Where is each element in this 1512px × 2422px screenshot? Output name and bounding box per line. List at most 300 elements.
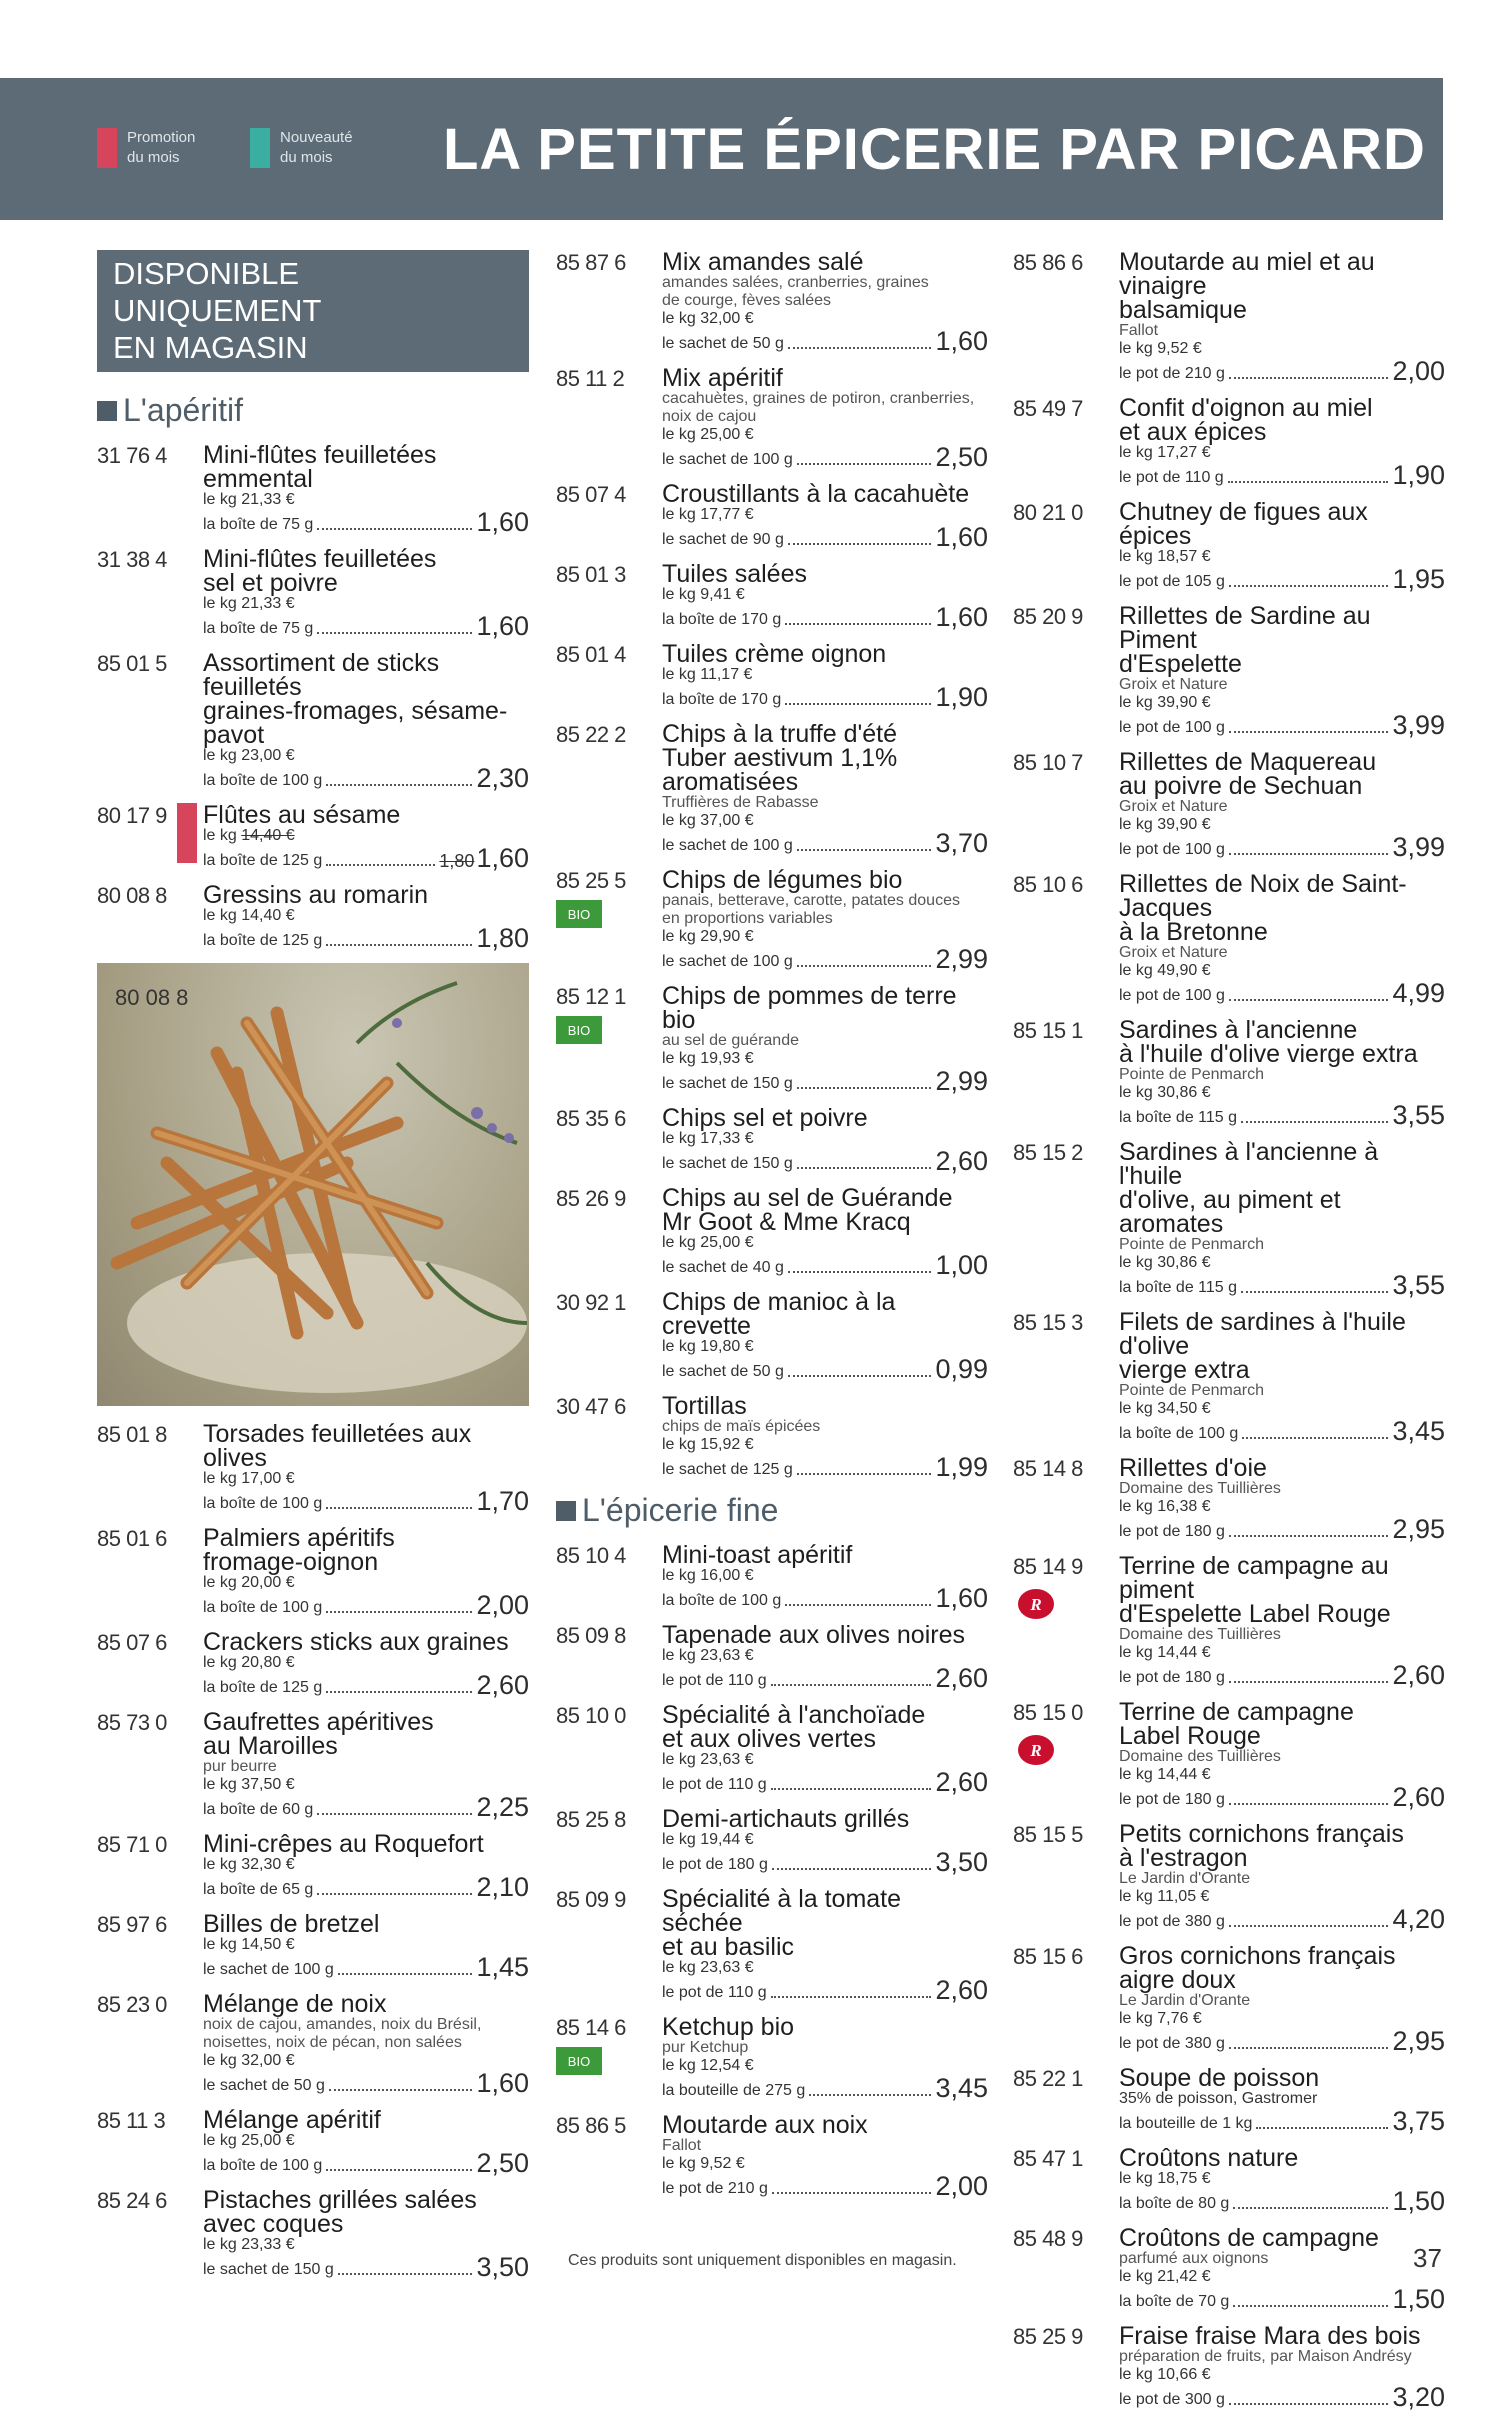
dot-leader: [797, 849, 932, 851]
product-code-column: [556, 984, 662, 1094]
product-item: [97, 1422, 529, 1514]
product-name: et aux olives vertes: [662, 1725, 876, 1753]
product-description: Groix et Nature: [1119, 676, 1228, 693]
product-description: amandes salées, cranberries, graines: [662, 274, 929, 291]
price-line: [662, 1665, 988, 1691]
package-size: le pot de 300 g: [1119, 2391, 1225, 2408]
product-code-column: [556, 1106, 662, 1174]
product-code: 85 20 9: [1013, 604, 1083, 629]
product-code-column: [1013, 250, 1119, 384]
product-description: noix de cajou: [662, 408, 757, 425]
price: 3,99: [1392, 710, 1445, 740]
package-size: le sachet de 150 g: [203, 2261, 334, 2278]
dot-leader: [809, 2094, 931, 2096]
product-description: Domaine des Tuillières: [1119, 1626, 1281, 1643]
product-name: Chips de pommes de terre bio: [662, 982, 957, 1034]
product-description: noisettes, noix de pécan, non salées: [203, 2034, 462, 2051]
product-item: [556, 868, 988, 972]
product-details: [1119, 750, 1445, 860]
product-code: 85 87 6: [556, 250, 626, 275]
package-size: le sachet de 50 g: [662, 335, 784, 352]
dot-leader: [317, 632, 472, 634]
price-line: [203, 613, 529, 639]
product-name: Tuiles crème oignon: [662, 640, 887, 668]
product-code-column: [1013, 872, 1119, 1006]
product-details: [1119, 1456, 1445, 1542]
price: 3,20: [1392, 2382, 1445, 2412]
section-heading-epicerie: [556, 1492, 988, 1529]
product-code-column: [556, 250, 662, 354]
bio-label-icon: BIO: [556, 900, 602, 928]
product-description: préparation de fruits, par Maison Andrésy: [1119, 2348, 1412, 2365]
price-per-kg-text: le kg 21,42 €: [1119, 2268, 1211, 2285]
product-code: 85 26 9: [556, 1186, 626, 1211]
price-line: [662, 1068, 988, 1094]
price: 3,50: [476, 2252, 529, 2282]
product-code: 85 10 6: [1013, 872, 1083, 897]
price-line: [203, 2254, 529, 2280]
product-name: au Maroilles: [203, 1732, 338, 1760]
column-2: [556, 250, 988, 2211]
product-item: [97, 651, 529, 791]
dot-leader: [1229, 1681, 1389, 1683]
product-code: 85 86 5: [556, 2113, 626, 2138]
product-name: Mix apéritif: [662, 364, 783, 392]
product-details: [203, 1710, 529, 1820]
product-item: [1013, 750, 1445, 860]
price-per-kg-text: le kg 9,52 €: [1119, 340, 1202, 357]
price-line: [203, 765, 529, 791]
package-size: le pot de 380 g: [1119, 2035, 1225, 2052]
product-details: [662, 1543, 988, 1611]
product-code-column: [1013, 2066, 1119, 2134]
package-size: la boîte de 125 g: [203, 932, 323, 949]
price: 1,60: [935, 522, 988, 552]
product-code: 80 21 0: [1013, 500, 1083, 525]
product-item: [1013, 2226, 1445, 2312]
price-line: [1119, 2384, 1445, 2410]
product-code: 85 15 5: [1013, 1822, 1083, 1847]
product-description: Fallot: [662, 2137, 702, 2154]
product-description: panais, betterave, carotte, patates douces: [662, 892, 960, 909]
product-item: [97, 1992, 529, 2096]
product-description: au sel de guérande: [662, 1032, 799, 1049]
product-item: [556, 722, 988, 856]
price-per-kg-text: le kg 23,63 €: [662, 1647, 754, 1664]
product-name: d'olive, au piment et aromates: [1119, 1186, 1341, 1238]
product-code-column: [1013, 1140, 1119, 1298]
price-line: [662, 946, 988, 972]
product-code: 85 49 7: [1013, 396, 1083, 421]
price-per-kg-text: le kg 14,44 €: [1119, 1644, 1211, 1661]
product-details: [662, 482, 988, 550]
package-size: la boîte de 125 g: [203, 852, 323, 869]
legend-nouveaute-sublabel: du mois: [280, 149, 333, 166]
availability-banner: [97, 250, 529, 372]
page-title: LA PETITE ÉPICERIE PAR PICARD: [443, 117, 1426, 182]
package-size: la boîte de 75 g: [203, 516, 314, 533]
product-item: [1013, 1554, 1445, 1688]
product-details: [1119, 1018, 1445, 1128]
dot-leader: [1229, 585, 1389, 587]
product-name: vierge extra: [1119, 1356, 1250, 1384]
product-code-column: [1013, 1456, 1119, 1542]
product-details: [203, 651, 529, 791]
product-name: Flûtes au sésame: [203, 801, 401, 829]
product-name: Confit d'oignon au miel: [1119, 394, 1373, 422]
price-per-kg-text: le kg 21,33 €: [203, 595, 295, 612]
product-name: Mini-toast apéritif: [662, 1541, 853, 1569]
price: 2,60: [935, 1146, 988, 1176]
section-marker-icon: [97, 401, 117, 421]
product-details: [1119, 1554, 1445, 1688]
product-details: [1119, 1944, 1445, 2054]
package-size: le sachet de 150 g: [662, 1075, 793, 1092]
price: 3,55: [1392, 1100, 1445, 1130]
product-code: 85 22 1: [1013, 2066, 1083, 2091]
price-per-kg-text: le kg 23,63 €: [662, 1751, 754, 1768]
legend-promotion-sublabel: du mois: [127, 149, 180, 166]
product-code: 80 17 9: [97, 803, 167, 828]
product-item: [1013, 1822, 1445, 1932]
product-description: Domaine des Tuillières: [1119, 1748, 1281, 1765]
price-per-kg-text: le kg: [203, 827, 237, 844]
product-item: [556, 2015, 988, 2101]
product-code: 85 15 0: [1013, 1700, 1083, 1725]
package-size: le pot de 110 g: [662, 1672, 767, 1689]
price-line: [203, 1874, 529, 1900]
product-item: [97, 547, 529, 639]
product-code: 85 07 4: [556, 482, 626, 507]
product-code: 85 86 6: [1013, 250, 1083, 275]
price-line: [1119, 1662, 1445, 1688]
price-per-kg-text: le kg 15,92 €: [662, 1436, 754, 1453]
dot-leader: [1229, 1925, 1389, 1927]
product-name: graines-fromages, sésame-pavot: [203, 697, 508, 749]
page-number: 37: [1413, 2243, 1442, 2273]
price-line: [1119, 1272, 1445, 1298]
product-name: Mini-crêpes au Roquefort: [203, 1830, 484, 1858]
price: 1,60: [476, 2068, 529, 2098]
product-item: [1013, 500, 1445, 592]
label-rouge-icon: [1013, 1732, 1059, 1768]
price-line: [662, 2173, 988, 2199]
dot-leader: [771, 1996, 932, 1998]
price: 2,60: [935, 1663, 988, 1693]
product-details: [1119, 2324, 1445, 2410]
product-code-column: [1013, 1018, 1119, 1128]
product-details: [662, 868, 988, 972]
price-per-kg-text: le kg 18,57 €: [1119, 548, 1211, 565]
product-item: [556, 2113, 988, 2199]
product-photo-gressins: [97, 963, 529, 1406]
dot-leader: [788, 347, 932, 349]
product-name: Chips de manioc à la crevette: [662, 1288, 896, 1340]
price: 1,60: [935, 326, 988, 356]
product-code-column: [556, 2015, 662, 2101]
product-code-column: [556, 482, 662, 550]
page-header: [0, 78, 1443, 220]
dot-leader: [1229, 377, 1389, 379]
product-details: [1119, 396, 1445, 488]
product-item: [556, 1394, 988, 1480]
price-per-kg-text: le kg 25,00 €: [662, 426, 754, 443]
product-name: d'Espelette: [1119, 650, 1242, 678]
svg-text:R: R: [1030, 1595, 1042, 1614]
product-name: au poivre de Sechuan: [1119, 772, 1363, 800]
product-item: [1013, 2146, 1445, 2214]
dot-leader: [1241, 1291, 1388, 1293]
dot-leader: [326, 1691, 472, 1693]
product-name: Tuber aestivum 1,1% aromatisées: [662, 744, 898, 796]
price-per-kg-text: le kg 14,40 €: [203, 907, 295, 924]
product-name: Tortillas: [662, 1392, 747, 1420]
price: 2,60: [1392, 1782, 1445, 1812]
product-details: [662, 1887, 988, 2003]
product-item: [1013, 1944, 1445, 2054]
package-size: le pot de 110 g: [662, 1776, 767, 1793]
dot-leader: [772, 2192, 932, 2194]
product-name: Spécialité à l'anchoïade: [662, 1701, 926, 1729]
product-item: [556, 1186, 988, 1278]
dot-leader: [772, 1868, 932, 1870]
price: 1,50: [1392, 2186, 1445, 2216]
price: 2,30: [476, 763, 529, 793]
price: 4,20: [1392, 1904, 1445, 1934]
package-size: la bouteille de 1 kg: [1119, 2115, 1253, 2132]
product-code: 30 47 6: [556, 1394, 626, 1419]
product-name: Mini-flûtes feuilletées emmental: [203, 441, 437, 493]
product-name: Assortiment de sticks feuilletés: [203, 649, 440, 701]
product-details: [1119, 500, 1445, 592]
product-item: [97, 1710, 529, 1820]
price-line: [203, 1488, 529, 1514]
price-line: [1119, 712, 1445, 738]
product-details: [1119, 1310, 1445, 1444]
dot-leader: [1229, 731, 1389, 733]
product-name: avec coques: [203, 2210, 344, 2238]
dot-leader: [1229, 1803, 1389, 1805]
package-size: la boîte de 125 g: [203, 1679, 323, 1696]
price-per-kg-text: le kg 23,33 €: [203, 2236, 295, 2253]
dot-leader: [797, 1087, 932, 1089]
price: 3,75: [1392, 2106, 1445, 2136]
price-line: [1119, 2108, 1445, 2134]
price: 1,70: [476, 1486, 529, 1516]
dot-leader: [1233, 2207, 1388, 2209]
price-per-kg-text: le kg 29,90 €: [662, 928, 754, 945]
promotion-tag-icon: [177, 803, 197, 863]
product-item: [1013, 1700, 1445, 1810]
dot-leader: [326, 944, 472, 946]
product-details: [1119, 1700, 1445, 1810]
product-name: Chips sel et poivre: [662, 1104, 868, 1132]
package-size: la boîte de 100 g: [203, 772, 323, 789]
price-line: [662, 1454, 988, 1480]
column-1: [97, 250, 529, 2292]
package-size: la boîte de 100 g: [662, 1592, 782, 1609]
product-code-column: [1013, 750, 1119, 860]
product-item: [97, 1832, 529, 1900]
price-per-kg-text: le kg 19,93 €: [662, 1050, 754, 1067]
package-size: le sachet de 50 g: [203, 2077, 325, 2094]
legend-nouveaute: [250, 128, 353, 168]
product-code-column: [556, 642, 662, 710]
dot-leader: [326, 1507, 472, 1509]
product-details: [662, 1106, 988, 1174]
section-heading-aperitif: [97, 392, 529, 429]
product-details: [662, 2113, 988, 2199]
product-code-column: [1013, 1554, 1119, 1688]
legend-promotion-label: Promotion: [127, 129, 196, 146]
product-code-column: [97, 1630, 203, 1698]
product-item: [1013, 1140, 1445, 1298]
product-code-column: [1013, 1822, 1119, 1932]
product-item: [556, 482, 988, 550]
product-details: [1119, 872, 1445, 1006]
product-item: [97, 1912, 529, 1980]
product-item: [1013, 2066, 1445, 2134]
product-name: Chips au sel de Guérande: [662, 1184, 953, 1212]
product-item: [1013, 1310, 1445, 1444]
price-per-kg-text: le kg 19,80 €: [662, 1338, 754, 1355]
price-per-kg-text: le kg 20,00 €: [203, 1574, 295, 1591]
dot-leader: [785, 1604, 931, 1606]
price-line: [662, 1977, 988, 2003]
product-name: Chips de légumes bio: [662, 866, 903, 894]
price-line: [1119, 2028, 1445, 2054]
product-code: 85 01 5: [97, 651, 167, 676]
product-item: [1013, 872, 1445, 1006]
product-name: Gros cornichons français: [1119, 1942, 1396, 1970]
dot-leader: [797, 965, 932, 967]
price: 2,60: [1392, 1660, 1445, 1690]
nouveaute-swatch: [250, 128, 270, 168]
dot-leader: [771, 1788, 932, 1790]
product-code-column: [97, 1832, 203, 1900]
package-size: le pot de 100 g: [1119, 719, 1225, 736]
price-line: [1119, 834, 1445, 860]
product-name: Rillettes de Maquereau: [1119, 748, 1377, 776]
price-per-kg-text: le kg 21,33 €: [203, 491, 295, 508]
product-code: 85 09 8: [556, 1623, 626, 1648]
package-size: la boîte de 115 g: [1119, 1279, 1238, 1296]
product-description: pur beurre: [203, 1758, 277, 1775]
package-size: la boîte de 100 g: [203, 1599, 323, 1616]
banner-line-1: DISPONIBLE UNIQUEMENT: [113, 256, 322, 328]
product-name: Mix amandes salé: [662, 248, 864, 276]
price-per-kg-text: le kg 25,00 €: [662, 1234, 754, 1251]
product-code-column: [556, 1543, 662, 1611]
product-details: [1119, 2146, 1445, 2214]
product-code: 85 25 8: [556, 1807, 626, 1832]
product-name: Palmiers apéritifs: [203, 1524, 395, 1552]
package-size: le sachet de 40 g: [662, 1259, 784, 1276]
product-code: 85 48 9: [1013, 2226, 1083, 2251]
price: 2,25: [476, 1792, 529, 1822]
product-item: [97, 1630, 529, 1698]
product-code-column: [1013, 2324, 1119, 2410]
package-size: le sachet de 50 g: [662, 1363, 784, 1380]
price: 3,45: [1392, 1416, 1445, 1446]
dot-leader: [1233, 2305, 1388, 2307]
price-line: [662, 1356, 988, 1382]
product-item: [97, 2108, 529, 2176]
price-per-kg-text: le kg 12,54 €: [662, 2057, 754, 2074]
product-details: [203, 1832, 529, 1900]
product-code: 85 09 9: [556, 1887, 626, 1912]
price-line: [203, 1954, 529, 1980]
product-code: 85 23 0: [97, 1992, 167, 2017]
price-line: [1119, 1784, 1445, 1810]
price-line: [203, 1592, 529, 1618]
package-size: le pot de 210 g: [662, 2180, 768, 2197]
price-per-kg-text: le kg 39,90 €: [1119, 694, 1211, 711]
package-size: le sachet de 150 g: [662, 1155, 793, 1172]
product-name: Terrine de campagne au piment: [1119, 1552, 1389, 1604]
product-code-column: [97, 2108, 203, 2176]
product-name: Torsades feuilletées aux olives: [203, 1420, 472, 1472]
price: 2,00: [935, 2171, 988, 2201]
price-per-kg-text: le kg 9,52 €: [662, 2155, 745, 2172]
price-per-kg-text: le kg 11,05 €: [1119, 1888, 1210, 1905]
product-item: [556, 1807, 988, 1875]
price-line: [1119, 1418, 1445, 1444]
product-details: [662, 562, 988, 630]
product-details: [1119, 604, 1445, 738]
dot-leader: [338, 2273, 473, 2275]
product-item: [556, 250, 988, 354]
dot-leader: [326, 784, 472, 786]
legend-nouveaute-label: Nouveauté: [280, 129, 353, 146]
product-item: [556, 366, 988, 470]
product-code: 85 24 6: [97, 2188, 167, 2213]
product-description: Fallot: [1119, 322, 1159, 339]
product-name: Moutarde au miel et au vinaigre: [1119, 248, 1375, 300]
price-line: [203, 925, 529, 951]
price-per-kg-text: le kg 16,00 €: [662, 1567, 754, 1584]
product-item: [97, 1526, 529, 1618]
label-rouge-icon: [1013, 1586, 1059, 1622]
price-line: [662, 684, 988, 710]
product-name: Sardines à l'ancienne: [1119, 1016, 1358, 1044]
dot-leader: [1228, 481, 1389, 483]
price: 1,50: [1392, 2284, 1445, 2314]
price-per-kg-text: le kg 10,66 €: [1119, 2366, 1211, 2383]
product-code: 85 11 2: [556, 366, 625, 391]
price: 2,60: [476, 1670, 529, 1700]
product-item: [97, 443, 529, 535]
package-size: le pot de 380 g: [1119, 1913, 1225, 1930]
photo-product-code: 80 08 8: [115, 985, 189, 1010]
dot-leader: [326, 1611, 472, 1613]
package-size: le pot de 100 g: [1119, 841, 1225, 858]
product-name: Mr Goot & Mme Kracq: [662, 1208, 911, 1236]
product-details: [662, 1623, 988, 1691]
dot-leader: [317, 1813, 472, 1815]
product-details: [203, 547, 529, 639]
price: 2,00: [476, 1590, 529, 1620]
product-name: Sardines à l'ancienne à l'huile: [1119, 1138, 1379, 1190]
price-per-kg-text: le kg 17,00 €: [203, 1470, 295, 1487]
dot-leader: [326, 864, 435, 866]
price: 1,60: [935, 1583, 988, 1613]
product-code-column: [97, 1992, 203, 2096]
price-per-kg-text: le kg 39,90 €: [1119, 816, 1211, 833]
product-name: Croûtons nature: [1119, 2144, 1299, 2172]
product-code: 85 25 9: [1013, 2324, 1083, 2349]
price-per-kg-text: le kg 20,80 €: [203, 1654, 295, 1671]
